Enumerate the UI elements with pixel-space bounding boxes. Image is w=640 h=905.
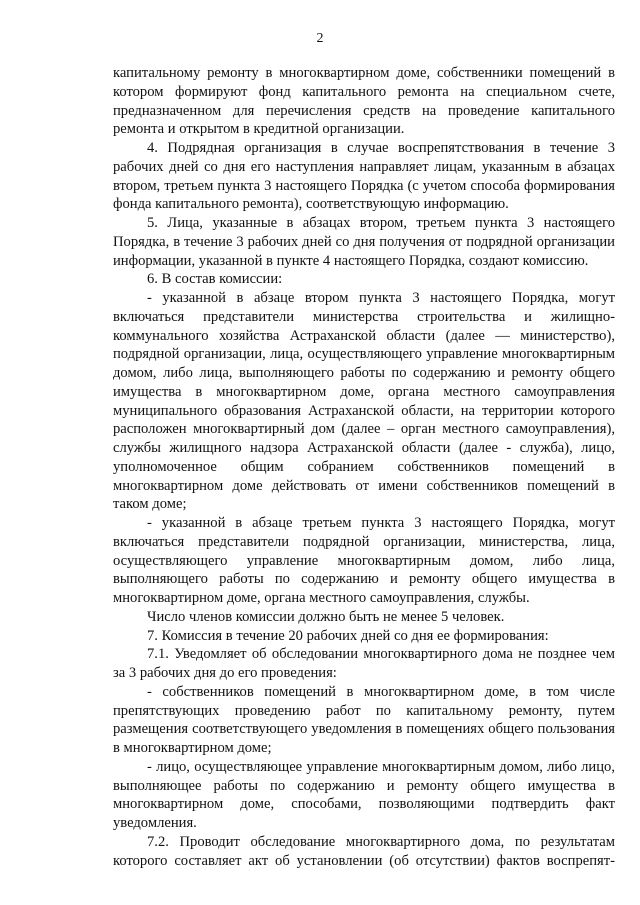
paragraph-item-6-subitem-2: - указанной в абзаце третьем пункта 3 настоящего Порядка, могут включаться представители подрядной организации, министерства, лица, осуществляющего управление многоквартирным домом, либо лица, выполняющего работы по содержанию и ремонту общего имущества в многоквартирном доме, органа местного самоуправления, службы. [113, 515, 615, 606]
paragraph-item-7-1: 7.1. Уведомляет об обследовании многоквартирного дома не позднее чем за 3 рабочих дня до его проведения: [113, 646, 615, 681]
paragraph-item-5: 5. Лица, указанные в абзацах втором, третьем пункта 3 настоящего Порядка, в течение 3 рабочих дней со дня получения от подрядной организации информации, указанной в пункте 4 настоящего Порядка, создают комиссию. [113, 215, 615, 269]
paragraph-item-4: 4. Подрядная организация в случае воспрепятствования в течение 3 рабочих дней со дня его наступления направляет лицам, указанным в абзацах втором, третьем пункта 3 настоящего Порядка (с учетом способа формирования фонда капитального ремонта), соответствующую информацию. [113, 140, 615, 213]
paragraph-item-7-1-subitem-2: - лицо, осуществляющее управление многоквартирным домом, либо лицо, выполняющее работы по содержанию и ремонту общего имущества в многоквартирном доме, способами, позволяющими подтвердить факт уведомления. [113, 758, 615, 831]
paragraph-item-7: 7. Комиссия в течение 20 рабочих дней со дня ее формирования: [147, 627, 549, 644]
paragraph-continuation: капитальному ремонту в многоквартирном доме, собственники помещений в котором формируют фонд капитального ремонта на специальном счете, предназначенном для перечисления средств на проведение капитального ремонта и открытом в кредитной организации. [113, 65, 615, 138]
paragraph-item-7-1-subitem-1: - собственников помещений в многоквартирном доме, в том числе препятствующих проведению работ по капитальному ремонту, путем размещения соответствующего уведомления в помещениях общего пользования в многоквартирном доме; [113, 683, 615, 756]
paragraph-item-6-subitem-1: - указанной в абзаце втором пункта 3 настоящего Порядка, могут включаться представители министерства строительства и жилищно-коммунального хозяйства Астраханской области (далее — министерство), подрядной организации, лица, осуществляющего управление многоквартирным домом, либо лица, выполняющего работы по содержанию и ремонту общего имущества в многоквартирном доме, органа местного самоуправления муниципального образования Астраханской области, на территории которого расположен многоквартирный дом (далее – орган местного самоуправления), службы жилищного надзора Астраханской области (далее - служба), лицо, уполномоченное общим собранием собственников помещений в многоквартирном доме действовать от имени собственников помещений в таком доме; [113, 290, 615, 513]
document-body [113, 64, 615, 870]
paragraph-item-6: 6. В состав комиссии: [147, 271, 283, 288]
paragraph-item-7-2: 7.2. Проводит обследование многоквартирного дома, по результатам которого составляет акт об установлении (об отсутствии) фактов воспрепят- [113, 833, 615, 869]
paragraph-member-count: Число членов комиссии должно быть не менее 5 человек. [147, 608, 505, 625]
page-number: 2 [316, 31, 324, 46]
